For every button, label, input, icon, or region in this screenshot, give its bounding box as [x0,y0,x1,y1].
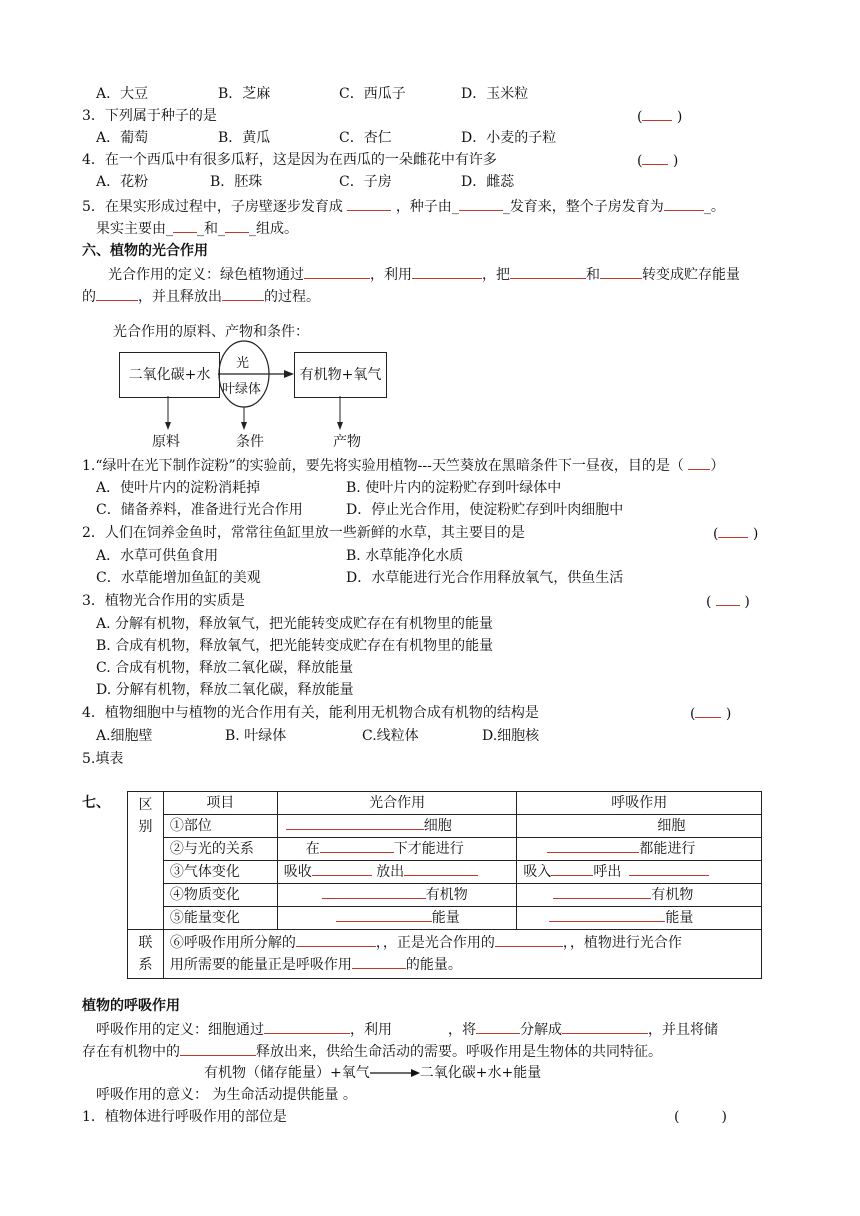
products-text: 有机物+氧气 [299,367,382,383]
section7-label: 七、 [82,795,110,811]
row-photo: 在 下才能进行 [277,838,517,861]
q5-line1: 5．在果实形成过程中，子房壁逐步发育成 ，种子由_ _发育来，整个子房发育为 _。 [82,196,725,217]
p2-stem: 2．人们在饲养金鱼时，常常往鱼缸里放一些新鲜的水草，其主要目的是 [82,525,525,541]
respiration-definition-line2: 存在有机物中的 释放出来，供给生命活动的需要。呼吸作用是生物体的共同特征。 [82,1041,662,1062]
cond-pointer-head [241,422,247,430]
p2-answer[interactable]: ( ) [713,523,758,544]
p3-option-a: A. 分解有机物，释放氧气，把光能转变成贮存在有机物里的能量 [96,616,494,632]
p1-option-d: D．停止光合作用，使淀粉贮存到叶肉细胞中 [346,502,624,518]
q4-option-b: B．胚珠 [210,174,263,190]
row-photo: 有机物 [277,884,517,907]
p4-option-a: A.细胞壁 [96,728,153,744]
row-item: ①部位 [163,815,277,838]
q2-option-b: B．芝麻 [218,86,271,102]
p3-option-b: B. 合成有机物，释放氧气，把光能转变成贮存在有机物里的能量 [96,638,494,654]
label-products: 产物 [333,434,361,450]
reaction-arrow-head [284,370,294,378]
condition-chloroplast: 叶绿体 [222,382,262,397]
p4-option-b: B. 叶绿体 [225,728,287,744]
header-respiration: 呼吸作用 [517,792,762,815]
q3-option-b: B．黄瓜 [218,130,271,146]
q2-option-d: D．玉米粒 [461,86,529,102]
p3-option-c: C. 合成有机物，释放二氧化碳，释放能量 [96,660,354,676]
p2-option-c: C．水草能增加鱼缸的美观 [96,570,261,586]
p4-option-d: D.细胞核 [482,728,540,744]
row-resp: 能量 [517,907,762,930]
p1-option-b: B. 使叶片内的淀粉贮存到叶绿体中 [346,480,562,496]
p4-stem: 4．植物细胞中与植物的光合作用有关，能利用无机物合成有机物的结构是 [82,705,539,721]
raw-materials-text: 二氧化碳+水 [128,367,211,383]
p1-option-a: A．使叶片内的淀粉消耗掉 [96,480,261,496]
q3-option-c: C．杏仁 [339,130,392,146]
label-raw-materials: 原料 [152,434,180,450]
q4-answer[interactable]: ( ) [637,150,678,171]
q3-option-a: A．葡萄 [96,130,149,146]
p2-option-b: B. 水草能净化水质 [346,548,464,564]
diagram-title: 光合作用的原料、产物和条件： [113,324,309,340]
p3-stem: 3．植物光合作用的实质是 [82,593,245,609]
row-item: ②与光的关系 [163,838,277,861]
p5-stem: 5.填表 [82,751,124,767]
link-text: ⑥呼吸作用所分解的 ，，正是光合作用的 ，，植物进行光合作 用所需要的能量正是呼吸作用 的能量。 [163,930,761,979]
row-photo: 细胞 [277,815,517,838]
q4-stem: 4．在一个西瓜中有很多瓜籽，这是因为在西瓜的一朵雌花中有许多 [82,152,497,168]
p2-option-d: D．水草能进行光合作用释放氧气，供鱼生活 [346,570,624,586]
prod-pointer-head [337,422,343,430]
resp-q1-stem: 1．植物体进行呼吸作用的部位是 [82,1109,287,1125]
respiration-meaning: 呼吸作用的意义： 为生命活动提供能量 。 [96,1087,357,1103]
compare-table [127,791,762,979]
row-resp: 都能进行 [517,838,762,861]
condition-light: 光 [236,356,250,371]
row-resp: 细胞 [517,815,762,838]
q3-option-d: D．小麦的子粒 [461,130,557,146]
photosynthesis-definition-line1: 光合作用的定义：绿色植物通过 ，利用 ，把 和 转变成贮存能量 [108,264,740,285]
section6-title: 六、植物的光合作用 [82,243,208,259]
photosynthesis-definition-line2: 的 ，并且释放出 的过程。 [82,286,320,307]
diff-label: 区别 [128,792,164,930]
link-label: 联系 [128,930,164,979]
q5-line2: 果实主要由_ _和_ _组成。 [96,218,298,239]
row-item: ③气体变化 [163,861,277,884]
q4-option-d: D．雌蕊 [461,174,515,190]
q4-option-c: C．子房 [339,174,392,190]
q2-option-a: A．大豆 [96,86,149,102]
row-item: ④物质变化 [163,884,277,907]
raw-pointer-head [165,422,171,430]
p1-answer-blank[interactable] [688,455,710,470]
row-resp: 吸入 呼出 [517,861,762,884]
respiration-equation: 有机物（储存能量）+氧气 二氧化碳+水+能量 [204,1065,542,1081]
p2-option-a: A．水草可供鱼食用 [96,548,219,564]
q4-option-a: A．花粉 [96,174,149,190]
row-photo: 能量 [277,907,517,930]
q3-stem: 3．下列属于种子的是 [82,108,217,124]
p4-option-c: C.线粒体 [362,728,419,744]
q3-answer[interactable]: ( ) [637,106,682,127]
header-item: 项目 [163,792,277,815]
row-photo: 吸收 放出 [277,861,517,884]
q2-option-c: C．西瓜子 [339,86,406,102]
p4-answer[interactable]: ( ) [690,703,731,724]
row-resp: 有机物 [517,884,762,907]
p3-answer[interactable]: ( ) [706,591,750,612]
label-conditions: 条件 [236,434,264,450]
p1-stem: 1.“绿叶在光下制作淀粉”的实验前，要先将实验用植物---天竺葵放在黑暗条件下一昼夜，目的是（ ） [82,455,724,476]
p1-option-c: C．储备养料，准备进行光合作用 [96,502,303,518]
row-item: ⑤能量变化 [163,907,277,930]
respiration-definition-line1: 呼吸作用的定义：细胞通过 ，利用 ，将 分解成 ，并且将储 [96,1019,718,1040]
equation-arrow [370,1067,420,1079]
respiration-title: 植物的呼吸作用 [82,998,180,1014]
p3-option-d: D. 分解有机物，释放二氧化碳，释放能量 [96,682,354,698]
resp-q1-answer[interactable]: ( ) [674,1109,727,1125]
diagram-lines [0,0,860,440]
header-photosynthesis: 光合作用 [277,792,517,815]
